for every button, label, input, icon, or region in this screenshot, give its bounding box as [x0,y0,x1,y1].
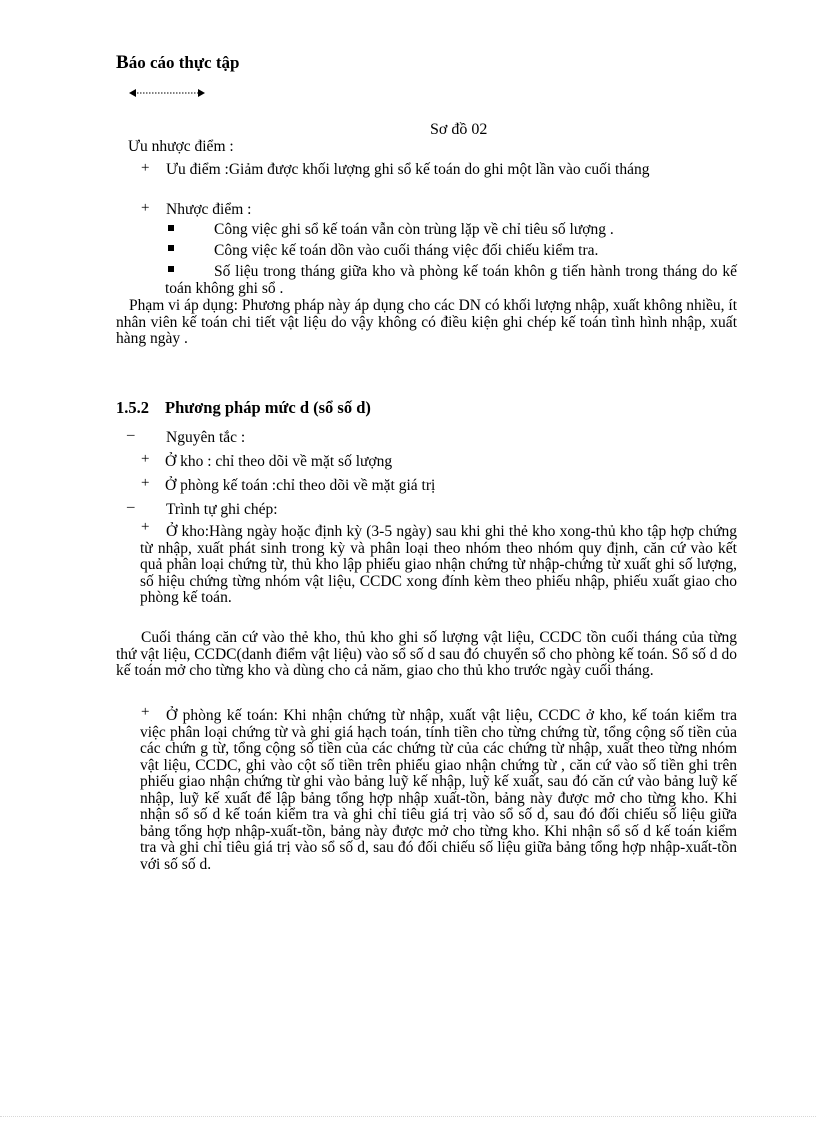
section-heading [116,398,371,418]
plus-marker: + [141,475,150,491]
principle-item: Ở kho : chỉ theo dõi về mặt số lượng [165,453,393,470]
plus-marker: + [141,704,150,720]
dash-marker: – [127,427,135,443]
header-initial: B [116,52,129,73]
figure-label: Sơ đồ 02 [430,121,488,138]
advantage-text: Ưu điểm :Giảm được khối lượng ghi sổ kế toán do ghi một lần vào cuối tháng [166,161,650,178]
section-number: 1.5.2 [116,398,149,417]
footer-divider [0,1116,816,1117]
accounting-paragraph: Ở phòng kế toán: Khi nhận chứng từ nhập, xuất vật liệu, CCDC ở kho, kế toán kiểm tra việc phân loại chứng từ và ghi giá hạch toán, tính tiền cho từng chứng từ, tổng cộng số tiền của các chứn g từ, tổng cộng số tiền của các chứng từ của các chứng từ nhập, xuất theo từng nhóm vật liệu, CCDC, ghi vào cột số tiền trên phiếu giao nhận chứng từ , căn cứ vào số tiền ghi trên phiếu giao nhận chứng từ ghi vào bảng luỹ kế nhập, luỹ kế xuất, sau đó căn cứ vào bảng luỹ kế nhập, luỹ kế xuất để lập bảng tổng hợp nhập xuất-tồn, bảng này được mở cho từng kho. Khi nhận sổ số d kế toán kiểm tra và ghi chỉ tiêu giá trị vào sổ số d, sau đó đối chiếu số liệu giữa bảng tổng hợp nhập-xuất-tồn, bảng này được mở cho từng kho. Khi nhận sổ số d kế toán kiểm tra và ghi chỉ tiêu giá trị vào sổ số d, sau đó đối chiếu số liệu giữa bảng tổng hợp nhập-xuất-tồn với số số d. [140,707,737,873]
plus-marker: + [141,519,150,535]
disadvantage-item: Công việc ghi sổ kế toán vẫn còn trùng lặp về chỉ tiêu số lượng . [214,221,614,238]
page-header [116,52,239,74]
plus-marker: + [141,160,150,176]
principle-item: Ở phòng kế toán :chỉ theo dõi về mặt giá trị [165,477,436,494]
disadvantage-heading: Nhược điểm : [166,201,252,218]
month-end-paragraph: Cuối tháng căn cứ vào thẻ kho, thủ kho ghi số lượng vật liệu, CCDC tồn cuối tháng của từng thứ vật liệu, CCDC(danh điểm vật liệu) vào sổ số d sau đó chuyển sổ cho phòng kế toán. Sổ số d do kế toán mở cho từng kho và dùng cho cả năm, giao cho thủ kho trước ngày cuối tháng. [116,629,737,679]
double-arrow-icon [128,86,206,100]
disadvantage-item: Số liệu trong tháng giữa kho và phòng kế toán khôn g tiến hành trong tháng do kế toán không ghi sổ . [165,263,737,297]
header-text: áo cáo thực tập [128,53,240,72]
plus-marker: + [141,451,150,467]
warehouse-paragraph: Ở kho:Hàng ngày hoặc định kỳ (3-5 ngày) sau khi ghi thẻ kho xong-thủ kho tập hợp chứng từ nhập, xuất phát sinh trong kỳ và phân loại theo nhóm theo nhóm quy định, căn cứ vào kết quả phân loại chứng từ, thủ kho lập phiếu giao nhận chứng từ nhập-chứng từ xuất ghi số lượng, số hiệu chứng từng nhóm vật liệu, CCDC xong đính kèm theo phiếu nhập, phiếu xuất giao cho phòng kế toán. [140,523,737,606]
pros-cons-heading: Ưu nhược điểm : [128,138,234,155]
square-bullet-icon [168,245,174,251]
disadvantage-item: Công việc kế toán dồn vào cuối tháng việc đối chiếu kiểm tra. [214,242,599,259]
square-bullet-icon [168,225,174,231]
procedure-heading: Trình tự ghi chép: [166,501,278,518]
plus-marker: + [141,200,150,216]
scope-paragraph: Phạm vi áp dụng: Phương pháp này áp dụng cho các DN có khối lượng nhập, xuất không nhiều, ít nhân viên kế toán chi tiết vật liệu do vậy không có điều kiện ghi chép kế toán tình hình nhập, xuất hàng ngày . [116,297,737,347]
dash-marker: – [127,499,135,515]
section-title: Phương pháp mức d (sổ số d) [165,398,371,417]
principle-heading: Nguyên tắc : [166,429,246,446]
